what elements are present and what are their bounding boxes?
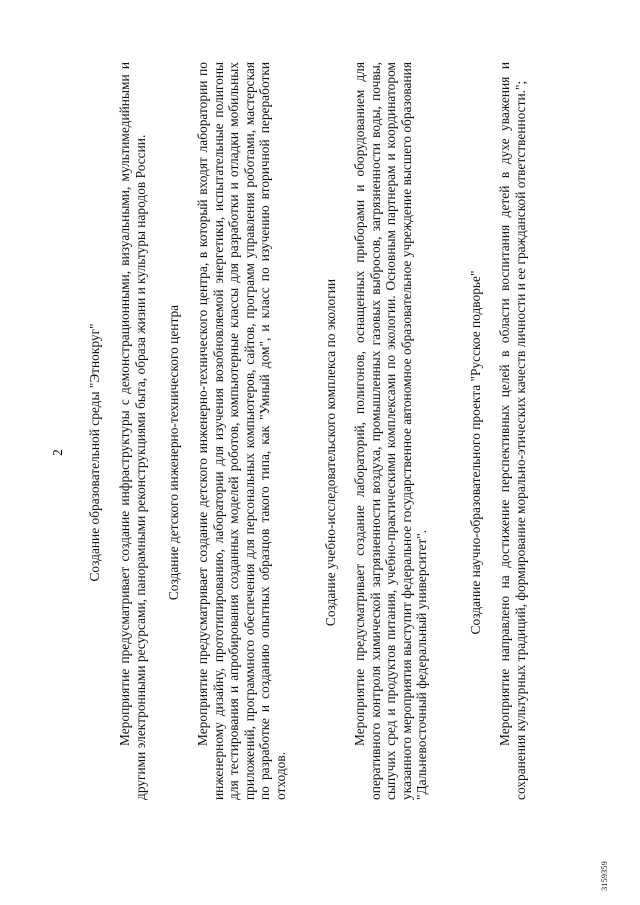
section-text-russian-farmstead: Мероприятие направлено на достижение перспективных целей в области воспитания детей в духе уважения и сохранения культурных традиций, формирование морально-этических качеств личности и ее гражданской ответственности."; [497,62,528,800]
section-text-engineering-center: Мероприятие предусматривает создание детского инженерно-технического центра, в который входят лаборатории по инженерному дизайну, прототипированию, лаборатории для изучения возобновляемой энергетики, испытательные полигоны для тестирования и апробирования созданных моделей роботов, компьютерные классы для разработки и отладки мобильных приложений, программного обеспечения для персональных компьютеров, сайтов, программ управления роботами, мастерская по разработке и созданию опытных образцов такого типа, как "Умный дом", и класс по изучению вторичной переработки отходов. [195,62,288,800]
section-text-ecology-complex: Мероприятие предусматривает создание лабораторий, полигонов, оснащенных приборами и оборудованием для оперативного контроля химической загрязненности воздуха, промышленных газовых выбросов, загрязненности воды, почвы, сыпучих сред и продуктов питания, учебно-практическими комплексами по экологии. Основным партнерам и координатором указанного мероприятия выступит федеральное государственное автономное образовательное учреждение высшего образования "Дальневосточный федеральный университет". [352,62,430,800]
section-heading-etnokrug: Создание образовательной среды "Этнокруг" [87,323,102,582]
page-number: 2 [50,449,65,456]
section-heading-engineering-center: Создание детского инженерно-технического центра [166,304,181,601]
section-heading-russian-farmstead: Создание научно-образовательного проекта "Русское подворье" [468,270,483,635]
document-code: 3159359 [599,861,609,891]
section-heading-ecology-complex: Создание учебно-исследовательского комплекса по экологии [323,278,338,627]
section-text-etnokrug: Мероприятие предусматривает создание инфраструктуры с демонстрационными, визуальными, мультимедийными и другими электронными ресурсами, панорамными реконструкциями быта, образа жизни и культуры народов России. [117,62,148,800]
